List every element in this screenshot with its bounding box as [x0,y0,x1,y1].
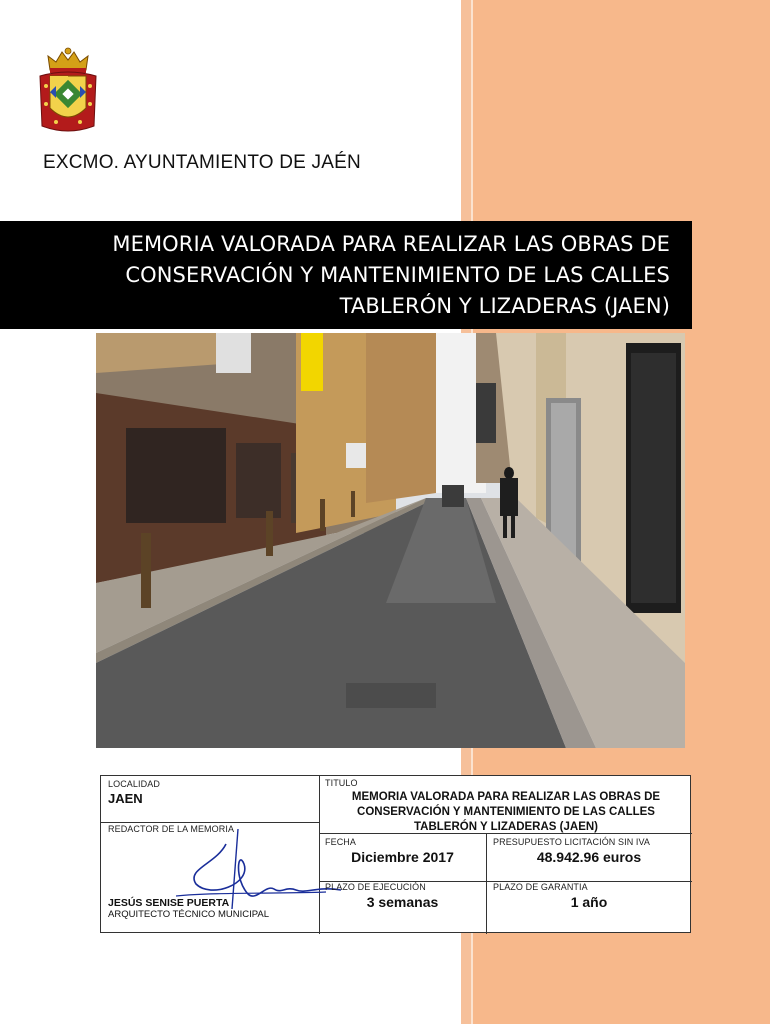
fecha-value: Diciembre 2017 [351,849,454,865]
redactor-role: ARQUITECTO TÉCNICO MUNICIPAL [108,909,269,920]
banner-title-line-2: CONSERVACIÓN Y MANTENIMIENTO DE LAS CALLES [125,263,670,287]
localidad-label: LOCALIDAD [108,779,160,789]
title-banner [0,221,692,329]
titulo-value [321,790,691,835]
organization-name: EXCMO. AYUNTAMIENTO DE JAÉN [43,152,361,173]
table-divider [101,822,319,823]
plazo-ejecucion-label: PLAZO DE EJECUCIÓN [325,882,426,892]
coat-of-arms-icon [36,46,100,136]
plazo-garantia-value: 1 año [570,894,608,910]
banner-title-line-1: MEMORIA VALORADA PARA REALIZAR LAS OBRAS DE [112,232,670,256]
street-photo [96,333,685,748]
titulo-line-3: TABLERÓN Y LIZADERAS (JAEN) [413,821,598,833]
titulo-line-2: CONSERVACIÓN Y MANTENIMIENTO DE LAS CALLES [357,806,655,818]
titulo-label: TITULO [325,778,358,788]
project-info-table [100,775,691,933]
presupuesto-value: 48.942.96 euros [536,849,642,865]
plazo-garantia-label: PLAZO DE GARANTIA [493,882,588,892]
presupuesto-label: PRESUPUESTO LICITACIÓN SIN IVA [493,837,651,847]
plazo-ejecucion-value: 3 semanas [366,894,439,910]
redactor-name: JESÚS SENISE PUERTA [108,897,230,909]
titulo-line-1: MEMORIA VALORADA PARA REALIZAR LAS OBRAS DE [351,791,661,803]
localidad-value: JAEN [108,791,143,806]
fecha-label: FECHA [325,837,357,847]
redactor-label: REDACTOR DE LA MEMORIA [108,824,235,834]
banner-title-line-3: TABLERÓN Y LIZADERAS (JAEN) [339,294,670,318]
